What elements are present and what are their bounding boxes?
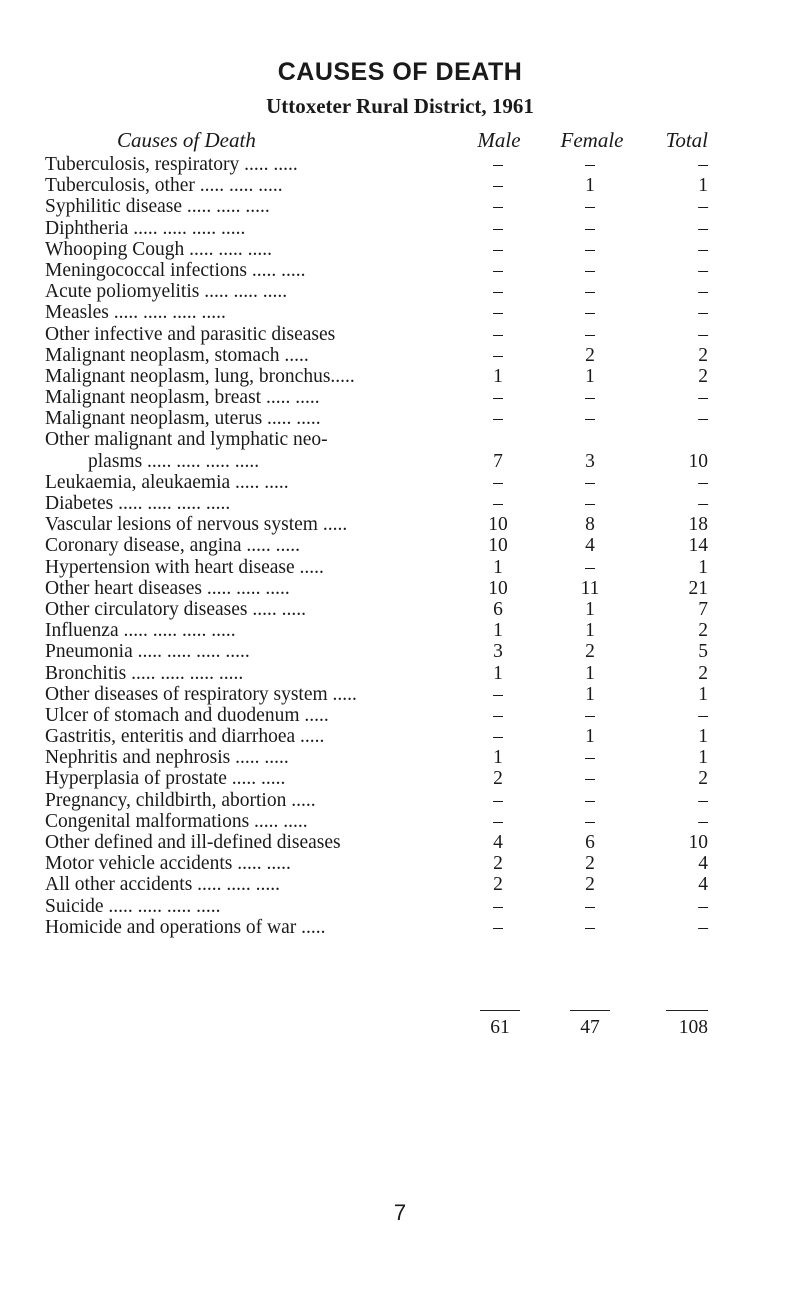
male-cell: 10 [488,514,508,536]
cause-cell [45,578,455,599]
male-cell: – [493,408,503,430]
total-rule-female [570,1010,610,1012]
cause-cell [45,917,455,938]
total-cell: – [698,789,708,811]
cause-label: Ulcer of stomach and duodenum ..... [45,704,329,726]
total-female: 47 [580,1017,600,1038]
male-cell: – [493,387,503,409]
total-male: 61 [490,1017,510,1038]
cause-label-continued: plasms ..... ..... ..... ..... [88,450,260,472]
female-cell: 2 [585,641,595,663]
total-cell: 7 [698,598,708,620]
header-cause: Causes of Death [117,128,256,152]
female-cell: – [585,747,595,769]
cause-label: Measles ..... ..... ..... ..... [45,302,226,324]
cause-label: Tuberculosis, respiratory ..... ..... [45,154,298,175]
cause-cell [45,281,455,302]
female-cell: – [585,408,595,430]
table-row [0,684,800,705]
cause-cell [45,811,455,832]
total-cell: – [698,217,708,239]
total-cell: 1 [698,175,708,197]
table-row [0,917,800,938]
cause-cell [45,154,455,175]
cause-cell [45,324,455,345]
table-row [0,811,800,832]
cause-cell [45,239,455,260]
female-cell: – [585,259,595,281]
total-cell: 2 [698,768,708,790]
total-cell: – [698,281,708,303]
male-cell: 4 [493,832,503,854]
cause-cell [45,663,455,684]
male-cell: 10 [488,535,508,557]
causes-table [0,154,800,938]
cause-label: Malignant neoplasm, stomach ..... [45,344,309,366]
male-cell: – [493,916,503,938]
total-cell: – [698,493,708,515]
total-cell: 2 [698,365,708,387]
table-row [0,281,800,302]
total-cell: – [698,704,708,726]
total-cell: 1 [698,726,708,748]
female-cell: – [585,471,595,493]
page-title: CAUSES OF DEATH [277,58,523,86]
table-row [0,154,800,175]
female-cell: – [585,323,595,345]
table-row [0,790,800,811]
total-cell: – [698,916,708,938]
table-row [0,260,800,281]
female-cell: 4 [585,535,595,557]
total-cell: 1 [698,683,708,705]
female-cell: 6 [585,832,595,854]
male-cell: – [493,789,503,811]
table-row [0,663,800,684]
total-cell: – [698,196,708,218]
male-cell: 1 [493,620,503,642]
cause-cell [45,705,455,726]
female-cell: – [585,387,595,409]
male-cell: 1 [493,747,503,769]
cause-cell [45,790,455,811]
total-rule-total [666,1010,708,1012]
total-cell: 4 [698,874,708,896]
table-row [0,345,800,366]
table-row [0,366,800,387]
female-cell: 1 [585,726,595,748]
page-number: 7 [393,1200,407,1225]
table-row [0,620,800,641]
male-cell: – [493,323,503,345]
table-row [0,472,800,493]
female-cell: – [585,196,595,218]
cause-cell [45,260,455,281]
cause-label: Tuberculosis, other ..... ..... ..... [45,175,283,197]
table-row [0,578,800,599]
female-cell: 3 [585,450,595,472]
table-row [0,324,800,345]
total-cell: – [698,408,708,430]
total-cell: – [698,895,708,917]
table-row [0,535,800,556]
cause-label: Suicide ..... ..... ..... ..... [45,895,221,917]
total-cell: 10 [688,450,708,472]
cause-label: Motor vehicle accidents ..... ..... [45,853,291,875]
cause-label: Pneumonia ..... ..... ..... ..... [45,641,250,663]
cause-cell [45,345,455,366]
cause-label: Hyperplasia of prostate ..... ..... [45,768,286,790]
table-row [0,387,800,408]
total-cell: 1 [698,747,708,769]
cause-cell [45,175,455,196]
total-rule-male [480,1010,520,1012]
cause-label: Diphtheria ..... ..... ..... ..... [45,217,246,239]
cause-cell [45,218,455,239]
table-row [0,832,800,853]
total-cell: 2 [698,620,708,642]
cause-cell [45,599,455,620]
table-header [0,128,800,156]
header-male: Male [477,128,521,152]
cause-cell [45,641,455,662]
cause-label: Leukaemia, aleukaemia ..... ..... [45,471,289,493]
cause-label: All other accidents ..... ..... ..... [45,874,281,896]
female-cell: – [585,789,595,811]
total-cell: 2 [698,662,708,684]
female-cell: – [585,895,595,917]
table-row [0,493,800,514]
cause-cell [45,387,455,408]
table-row [0,747,800,768]
total-cell: – [698,387,708,409]
cause-cell [45,514,455,535]
male-cell: – [493,344,503,366]
female-cell: – [585,493,595,515]
male-cell: 7 [493,450,503,472]
cause-label: Other diseases of respiratory system ..... [45,683,357,705]
male-cell: – [493,154,503,175]
cause-label: Other malignant and lymphatic neo- [45,429,328,451]
cause-cell [45,726,455,747]
table-row [0,874,800,895]
male-cell: – [493,175,503,197]
total-cell: 18 [688,514,708,536]
table-row [0,726,800,747]
female-cell: – [585,704,595,726]
female-cell: 2 [585,874,595,896]
male-cell: 2 [493,874,503,896]
total-cell: 5 [698,641,708,663]
cause-label: Acute poliomyelitis ..... ..... ..... [45,281,288,303]
total-cell: 4 [698,853,708,875]
cause-cell [45,557,455,578]
total-cell: – [698,810,708,832]
header-female: Female [560,128,624,152]
table-row [0,641,800,662]
male-cell: – [493,471,503,493]
cause-label: Hypertension with heart disease ..... [45,556,324,578]
cause-label: Gastritis, enteritis and diarrhoea ..... [45,726,325,748]
total-cell: – [698,323,708,345]
total-cell: 10 [688,832,708,854]
male-cell: – [493,683,503,705]
male-cell: 10 [488,577,508,599]
male-cell: – [493,302,503,324]
male-cell: 3 [493,641,503,663]
female-cell: – [585,556,595,578]
female-cell: 11 [580,577,600,599]
male-cell: – [493,493,503,515]
female-cell: – [585,281,595,303]
cause-label: Congenital malformations ..... ..... [45,810,308,832]
total-cell: – [698,471,708,493]
cause-cell [45,684,455,705]
total-cell: – [698,238,708,260]
cause-label: Other heart diseases ..... ..... ..... [45,577,290,599]
table-row [0,514,800,535]
cause-cell [45,196,455,217]
male-cell: – [493,259,503,281]
total-cell: – [698,302,708,324]
female-cell: 8 [585,514,595,536]
cause-cell [45,302,455,323]
cause-label: Vascular lesions of nervous system ..... [45,514,348,536]
female-cell: – [585,238,595,260]
female-cell: 1 [585,662,595,684]
female-cell: 1 [585,620,595,642]
male-cell: – [493,895,503,917]
female-cell: 1 [585,175,595,197]
cause-label: Other infective and parasitic diseases [45,323,336,345]
male-cell: 2 [493,768,503,790]
cause-cell [45,493,455,514]
female-cell: 2 [585,344,595,366]
male-cell: – [493,217,503,239]
cause-label: Malignant neoplasm, breast ..... ..... [45,387,320,409]
cause-cell [45,747,455,768]
table-row [0,768,800,789]
cause-cell [45,768,455,789]
total-cell: 14 [688,535,708,557]
female-cell: 1 [585,598,595,620]
table-row [0,853,800,874]
cause-label: Homicide and operations of war ..... [45,916,326,938]
female-cell: – [585,916,595,938]
cause-label: Pregnancy, childbirth, abortion ..... [45,789,316,811]
table-row [0,896,800,917]
total-cell: 2 [698,344,708,366]
cause-cell [45,853,455,874]
male-cell: – [493,196,503,218]
header-total: Total [665,128,708,152]
cause-label: Meningococcal infections ..... ..... [45,259,306,281]
male-cell: – [493,704,503,726]
female-cell: 1 [585,683,595,705]
cause-label: Diabetes ..... ..... ..... ..... [45,493,231,515]
male-cell: 1 [493,662,503,684]
cause-cell [45,874,455,895]
cause-cell [45,366,455,387]
male-cell: 2 [493,853,503,875]
male-cell: 6 [493,598,503,620]
cause-label: Nephritis and nephrosis ..... ..... [45,747,289,769]
cause-cell [45,408,455,429]
male-cell: – [493,238,503,260]
total-cell: – [698,259,708,281]
female-cell: – [585,768,595,790]
total-total: 108 [678,1017,708,1038]
table-row [0,196,800,217]
total-cell: – [698,154,708,175]
female-cell: – [585,302,595,324]
table-row [0,557,800,578]
cause-cell [45,535,455,556]
cause-label: Other circulatory diseases ..... ..... [45,598,307,620]
total-cell: 1 [698,556,708,578]
total-cell: 21 [688,577,708,599]
male-cell: 1 [493,556,503,578]
cause-cell [45,620,455,641]
cause-label: Syphilitic disease ..... ..... ..... [45,196,270,218]
table-row [0,429,800,471]
female-cell: 1 [585,365,595,387]
cause-cell [45,896,455,917]
cause-cell [45,832,455,853]
male-cell: – [493,810,503,832]
table-row [0,302,800,323]
table-row [0,408,800,429]
table-row [0,239,800,260]
cause-label: Coronary disease, angina ..... ..... [45,535,301,557]
male-cell: 1 [493,365,503,387]
female-cell: – [585,810,595,832]
female-cell: – [585,154,595,175]
cause-cell [45,429,455,471]
page-subtitle: Uttoxeter Rural District, 1961 [266,94,534,118]
cause-label: Bronchitis ..... ..... ..... ..... [45,662,244,684]
table-row [0,175,800,196]
male-cell: – [493,726,503,748]
cause-label: Malignant neoplasm, lung, bronchus..... [45,365,355,387]
cause-label: Other defined and ill-defined diseases [45,832,341,854]
cause-label: Whooping Cough ..... ..... ..... [45,238,272,260]
cause-label: Influenza ..... ..... ..... ..... [45,620,236,642]
female-cell: 2 [585,853,595,875]
female-cell: – [585,217,595,239]
table-row [0,705,800,726]
male-cell: – [493,281,503,303]
table-row [0,599,800,620]
table-row [0,218,800,239]
cause-label: Malignant neoplasm, uterus ..... ..... [45,408,321,430]
cause-cell [45,472,455,493]
